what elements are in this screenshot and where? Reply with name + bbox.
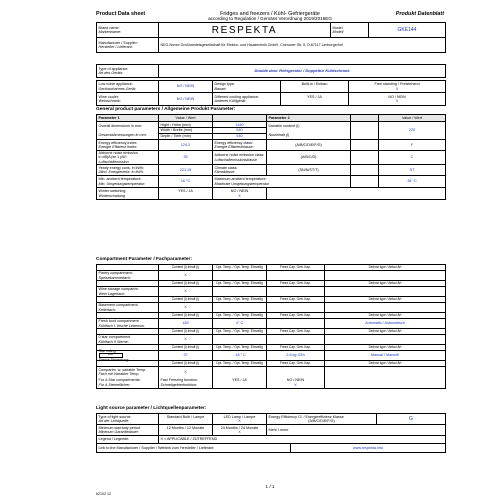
compartment-na-mark: X (159, 367, 213, 377)
compartment-label: Compartm. w. variable Temp. (98, 367, 147, 372)
compartment-column-header: Content (l) Inhalt (l) (159, 281, 213, 286)
compartment-column-header: Freez.Cap. Gefr. Kap. (267, 361, 325, 366)
compartment-row: Compartm. w. variable Temp. Fach mit Variabler Temp. X (97, 367, 445, 377)
page-number: 1 / 1 (265, 484, 275, 489)
compartment-d-value: Manual / Manuell (370, 353, 400, 358)
design-freestanding-option: Free standing / Freistehend (374, 82, 420, 87)
manufacturer-link[interactable]: www.respekta.info (353, 445, 383, 450)
noise-row: Airborne noise emission in dB(A)/re 1 pW: Luftschallemission 39 Airborne noise emission class: Luftschallemissionsklasse (A/B/C/D) C (97, 151, 445, 165)
compartment-column-header: Content (l) Inhalt (l) (159, 329, 213, 334)
compartment-column-header: Content (l) Inhalt (l) (159, 345, 213, 350)
yearly-energy-value: 221.19 (159, 165, 213, 175)
general-header-row: Parameter 1 Value / Wert Parameter 2 Value / Wert (97, 115, 445, 122)
compartment-t-value (213, 271, 267, 280)
warranty-mark: X (238, 430, 241, 434)
compartment-column-header: Opt. Temp. / Opt. Temp. Einstellg (213, 265, 267, 270)
compartment-column-header: Freez.Cap. Gefr. Kap. (267, 329, 325, 334)
compartment-t-value: - 18 ° C (213, 351, 267, 360)
manufacturer-label: Manufacturer / Supplier: (98, 40, 138, 45)
compartment-row: 0 star compartment Kühlfach 0 Sterne: X (97, 335, 445, 345)
compartment-na-mark: X (159, 303, 213, 312)
general-section-title: General product parameters / Allgemeine Produkt Parameter: (96, 107, 236, 112)
compartment-t-value (213, 303, 267, 312)
light-type-row: Type of light source: Art der Lichtquelle: Standard Bulb / Lampe LED Lamp / Lampe X Energy Efficiency Cl. / Energieeffizienz Klasse (A/B/C/D/E/F/G) G (97, 414, 445, 425)
general-block (96, 114, 446, 200)
noise-value: 39 (159, 151, 213, 164)
compartment-c-value: 183 (159, 319, 213, 328)
model-label: Model (332, 25, 343, 30)
noise-wine-block (96, 80, 446, 106)
compartment-block (96, 264, 446, 389)
different-cooling-yes: YES / JA (307, 94, 322, 99)
model-label-de: Modell (332, 30, 344, 34)
compartment-column-header: Freez.Cap. Gefr. Kap. (267, 313, 325, 318)
compartment-d-value: Automatic / Automatisch (365, 321, 405, 326)
compartment-column-header: Content (l) Inhalt (l) (159, 297, 213, 302)
compartment-label: Basement compartment (98, 303, 138, 308)
brand-block (96, 22, 446, 53)
fourstar-row: For 4-Star compartments: Für 4-Sternefächer: Fast Freezing function: Schnellgefrierfunktion: YES / JA NO / NEIN X (97, 377, 445, 388)
brand-label-de: Markenname: (98, 30, 122, 34)
design-builtin-option: Built-in / Einbau (301, 82, 328, 87)
usable-content-label: Useable content (l) (268, 124, 300, 129)
compartment-d-value (325, 367, 445, 377)
compartment-f-value: 2.6 kg /24h (267, 351, 325, 360)
compartment-column-header: Defrost type / Abtau Art (368, 265, 402, 270)
height-value: 1440 (213, 123, 266, 128)
compartment-na-mark: X (159, 287, 213, 296)
climate-class-value: ST (409, 167, 415, 172)
different-cooling-no: NO / NEIN (388, 94, 406, 99)
usable-content-value: 220 (408, 128, 416, 133)
brand-row (97, 23, 445, 38)
energy-index-row: Energy efficiency index: Energie Effizienz Index: 124.3 Energy efficiency class: Energie Effizienzklasse: (A/B/C/D/E/F/G) F (97, 140, 445, 151)
compartment-column-header: Opt. Temp. / Opt. Temp. Einstellg (213, 329, 267, 334)
wine-row: Wine cooler: Weinschrank: NO / NEIN Different cooling appliance: Anderes Kühlgerät: YES / JA NO / NEIN X (98, 94, 406, 103)
manufacturer-value: NEG-Novex Großhandelsgesellschaft für Elektro- und Haustechnik GmbH, Chenover Str. 5, D-67117 Limburgerhof (160, 42, 343, 47)
winter-mark: X (238, 193, 241, 198)
width-value: 540 (213, 128, 266, 133)
depth-value: 540 (236, 133, 243, 138)
dimensions-label: Overall dimensions in mm: (98, 124, 142, 129)
low-noise-label: Low noise appliance: (98, 82, 133, 87)
compartment-d-value (325, 335, 445, 344)
link-row: Link to the Manufacturer / Supplier / Weblink zum Hersteller / Lieferant: www.respekta.info (97, 444, 445, 452)
compartment-f-value (267, 287, 325, 296)
energy-index-value: 124.3 (159, 140, 213, 150)
light-section-title: Light source parameter / Lichtquellenparameter: (96, 406, 207, 411)
compartment-column-header: Opt. Temp. / Opt. Temp. Einstellg (213, 297, 267, 302)
header-left: Product Data sheet (96, 11, 146, 17)
header-regulation: according to Regulation / Gemäss Verordnung 2019/2016EG (208, 16, 332, 21)
dimensions-row: Overall dimensions in mm: Gesamtabmessungen in mm: Hight / Höhe (mm) Width / Breite (mm) Depth / Tiefe (mm) 1440 540 540 Useable content (l) Nutzinhalt (l) 220 (97, 122, 445, 140)
compartment-label: Wine storage compartm. (98, 287, 139, 292)
compartment-na-mark: X (159, 271, 213, 280)
compartment-column-header: Content (l) Inhalt (l) (159, 361, 213, 366)
legend-row: Legend / Legende: X = APPLICABLE / ZUTREFFEND (97, 436, 445, 444)
compartment-row: Star rating: **** Sterne Bewertung: 37 - 18 ° C 2.6 kg /24h Manual / Manuell (97, 351, 445, 361)
min-ambient-value: 16 °C (159, 176, 213, 187)
appliance-value: Double door Refrigerator / Doppeltür Kühlschrank (254, 67, 350, 73)
low-noise-row: Low noise appliance: Geräuscharmes Gerät: NO / NEIN Design type: Bauart: Built-in / Einbau Free standing / Freistehend X (97, 81, 445, 93)
light-class-value: G (409, 415, 413, 422)
compartment-label: 0 star compartment (98, 335, 131, 340)
warranty-row: Minimum warranty period Minimum Garantiedauer 12 Months / 12 Monate 24 Months / 24 Monate X Mehr / more (97, 425, 445, 436)
compartment-column-header: Opt. Temp. / Opt. Temp. Einstellg (213, 345, 267, 350)
different-cooling-mark: X (395, 99, 399, 103)
design-type-label: Design type: (214, 82, 235, 87)
appliance-row (97, 65, 445, 77)
compartment-column-header: Defrost type / Abtau Art (368, 329, 402, 334)
compartment-row: Basement compartment Kellerfach: X (97, 303, 445, 313)
led-mark: X (238, 419, 241, 423)
compartment-t-value (213, 367, 267, 377)
compartment-f-value (267, 303, 325, 312)
compartment-column-header: Freez.Cap. Gefr. Kap. (267, 265, 325, 270)
compartment-c-value: 37 (159, 351, 213, 360)
compartment-f-value (267, 319, 325, 328)
compartment-d-value (325, 271, 445, 280)
yearly-energy-row: Yearly energy cons. in kWh: Jährl. Energieverbr. in kWh: 221.19 Climate class: Klimaklasse: (SN/N/ST/T) ST (97, 165, 445, 176)
fast-freeze-mark: X (294, 382, 297, 387)
compartment-column-header: Defrost type / Abtau Art (368, 345, 402, 350)
compartment-column-header: Freez.Cap. Gefr. Kap. (267, 345, 325, 350)
appliance-label-de: Art des Geräts: (98, 71, 124, 75)
compartment-label: Pantry compartment: (98, 271, 133, 276)
noise-class-value: C (410, 155, 414, 160)
compartment-column-header: Opt. Temp. / Opt. Temp. Einstellg (213, 313, 267, 318)
compartment-column-header: Defrost type / Abtau Art (368, 281, 402, 286)
header-right: Produkt Datenblatt (395, 11, 444, 17)
light-block (96, 413, 446, 453)
compartment-column-header: Opt. Temp. / Opt. Temp. Einstellg (213, 281, 267, 286)
appliance-label: Type of appliance: (98, 66, 129, 71)
compartment-column-header: Defrost type / Abtau Art (368, 313, 402, 318)
compartment-f-value (267, 335, 325, 344)
brand-label: Brand name: (98, 25, 120, 30)
design-freestanding-mark: X (395, 86, 399, 91)
compartment-column-header: Content (l) Inhalt (l) (159, 265, 213, 270)
compartment-row: Fresh food compartment Kühlfach f. frische Lebensm. 183 4° C Automatic / Automatisch (97, 319, 445, 329)
manufacturer-row (97, 38, 445, 52)
compartment-t-value (213, 335, 267, 344)
doc-code: b2102 12 (96, 492, 111, 496)
compartment-d-value (325, 303, 445, 312)
appliance-block (96, 64, 446, 78)
compartment-column-header: Opt. Temp. / Opt. Temp. Einstellg (213, 361, 267, 366)
brand-logo: RESPEKTA (159, 23, 331, 37)
low-noise-value: NO / NEIN (159, 81, 213, 92)
winter-row: Winter switching: Winterschaltung YES / JA NO / NEIN X (97, 188, 445, 199)
compartment-column-header: Freez.Cap. Gefr. Kap. (267, 281, 325, 286)
compartment-row: Wine storage compartm. Wein Lagerfach: X (97, 287, 445, 297)
manufacturer-label-de: Hersteller / Lieferant: (98, 45, 133, 49)
compartment-t-value: 4° C (213, 319, 267, 328)
compartment-column-header: Defrost type / Abtau Art (368, 361, 402, 366)
ambient-row: Min. ambient temperature: Min. Umgebungstemperatur: 16 °C Maximum ambient temperature: Maximale Umgebungstemperatur 38 °C (97, 176, 445, 188)
compartment-row: Pantry compartment: Speisekammerfach: X (97, 271, 445, 281)
compartment-label: Fresh food compartment (98, 319, 139, 324)
compartment-label: Star rating: (98, 348, 117, 353)
max-ambient-value: 38 °C (407, 179, 417, 184)
different-cooling-label: Different cooling appliance: (214, 94, 259, 99)
energy-class-value: F (410, 142, 414, 147)
compartment-section-title: Compartment Parameter / Fachparameter: (96, 257, 192, 262)
header-center: Fridges and freezers / Kühl- Gefriergeräte (220, 11, 320, 17)
model-value: GKE144 (397, 26, 417, 33)
compartment-na-mark: X (159, 335, 213, 344)
compartment-column-header: Freez.Cap. Gefr. Kap. (267, 297, 325, 302)
compartment-d-value (325, 287, 445, 296)
compartment-column-header: Content (l) Inhalt (l) (159, 313, 213, 318)
wine-label: Wine cooler: (98, 94, 119, 99)
compartment-t-value (213, 287, 267, 296)
star-rating-icon: **** (99, 353, 123, 358)
compartment-f-value (267, 367, 325, 377)
compartment-f-value (267, 271, 325, 280)
wine-value: NO / NEIN (159, 93, 213, 105)
compartment-column-header: Defrost type / Abtau Art (368, 297, 402, 302)
